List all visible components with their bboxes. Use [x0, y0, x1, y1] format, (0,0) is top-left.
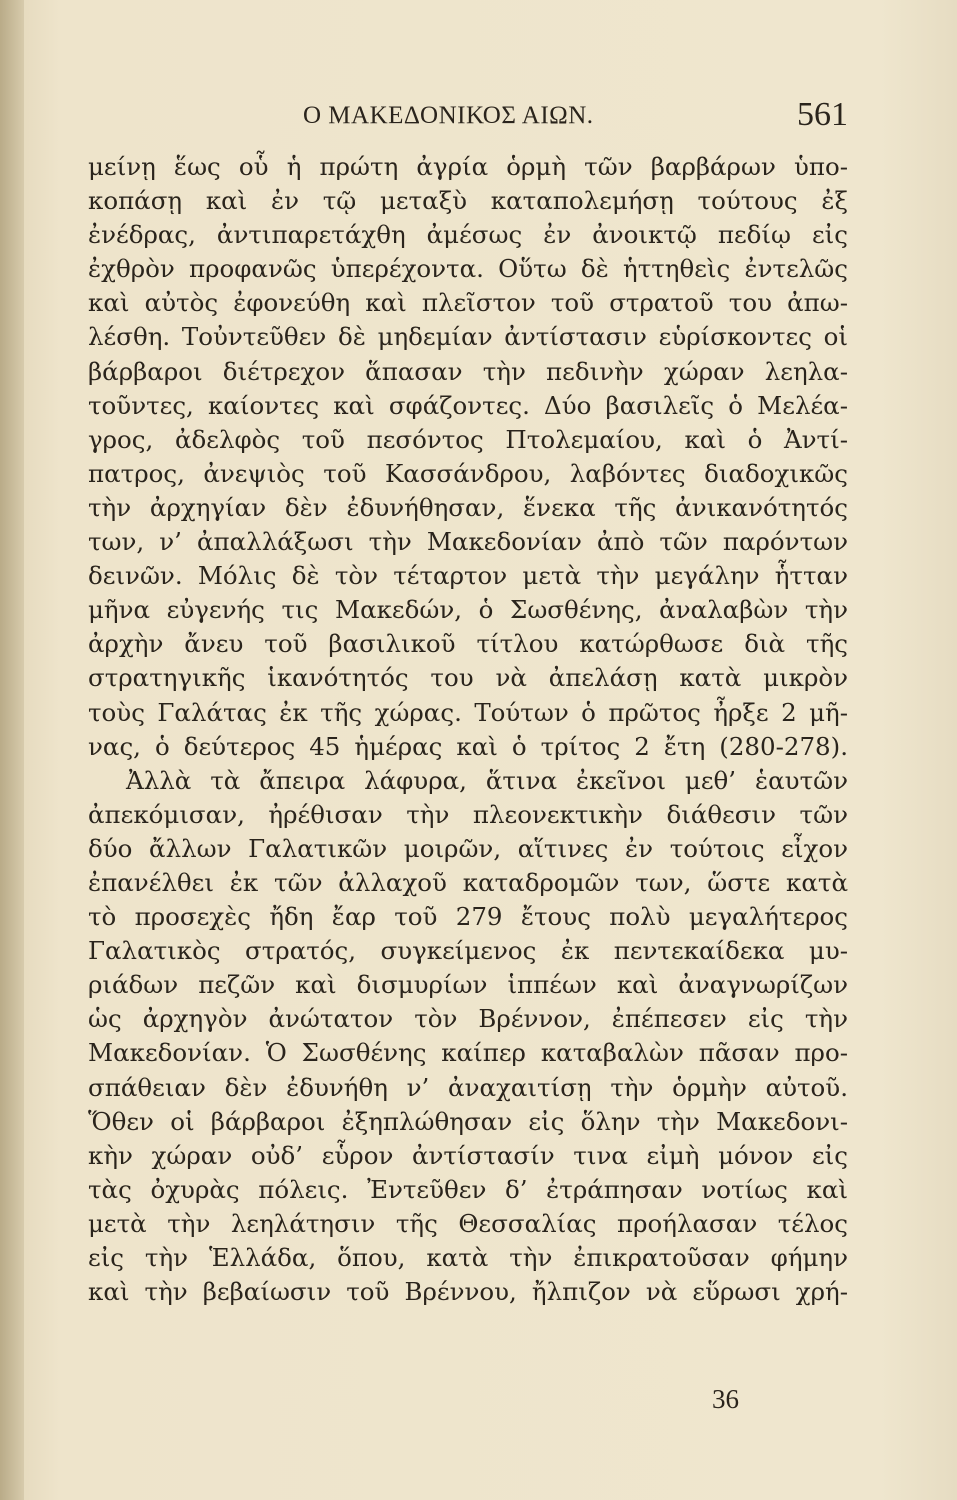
text-line: Γαλατικὸς στρατός, συγκείμενος ἐκ πεντεκαίδεκα μυ-: [88, 936, 848, 966]
text-line: Ὅθεν οἱ βάρβαροι ἐξηπλώθησαν εἰς ὅλην τὴν Μακεδονι-: [88, 1106, 848, 1136]
text-line: βάρβαροι διέτρεχον ἅπασαν τὴν πεδινὴν χώραν λεηλα-: [88, 356, 848, 386]
text-line: μῆνα εὐγενής τις Μακεδών, ὁ Σωσθένης, ἀναλαβὼν τὴν: [88, 595, 848, 625]
text-line: μετὰ τὴν λεηλάτησιν τῆς Θεσσαλίας προήλασαν τέλος: [88, 1208, 848, 1238]
text-line: πατρος, ἀνεψιὸς τοῦ Κασσάνδρου, λαβόντες διαδοχικῶς: [88, 458, 848, 488]
text-line: τοῦντες, καίοντες καὶ σφάζοντες. Δύο βασιλεῖς ὁ Μελέα-: [88, 390, 848, 420]
text-line: των, ν’ ἀπαλλάξωσι τὴν Μακεδονίαν ἀπὸ τῶν παρόντων: [88, 527, 848, 557]
text-line: ἐχθρὸν προφανῶς ὑπερέχοντα. Οὕτω δὲ ἡττηθεὶς ἐντελῶς: [88, 254, 848, 284]
text-line: δεινῶν. Μόλις δὲ τὸν τέταρτον μετὰ τὴν μεγάλην ἧτταν: [88, 561, 848, 591]
text-line: ἐνέδρας, ἀντιπαρετάχθη ἀμέσως ἐν ἀνοικτῷ πεδίῳ εἰς: [88, 220, 848, 250]
text-line: ἀπεκόμισαν, ἠρέθισαν τὴν πλεονεκτικὴν διάθεσιν τῶν: [88, 799, 848, 829]
text-line: ὡς ἀρχηγὸν ἀνώτατον τὸν Βρέννον, ἐπέπεσεν εἰς τὴν: [88, 1004, 848, 1034]
text-line: κοπάσῃ καὶ ἐν τῷ μεταξὺ καταπολεμήσῃ τούτους ἐξ: [88, 186, 848, 216]
text-line: καὶ αὐτὸς ἐφονεύθη καὶ πλεῖστον τοῦ στρατοῦ του ἀπω-: [88, 288, 848, 318]
text-line: γρος, ἀδελφὸς τοῦ πεσόντος Πτολεμαίου, καὶ ὁ Ἀντί-: [88, 424, 848, 454]
signature-mark: 36: [712, 1384, 739, 1414]
running-title: Ο ΜΑΚΕΔΟΝΙΚΟΣ ΑΙΩΝ.: [303, 102, 594, 129]
text-line: τὴν ἀρχηγίαν δὲν ἐδυνήθησαν, ἕνεκα τῆς ἀνικανότητός: [88, 492, 848, 522]
text-line: τὸ προσεχὲς ἤδη ἔαρ τοῦ 279 ἔτους πολὺ μεγαλήτερος: [88, 902, 848, 932]
text-line: τὰς ὀχυρὰς πόλεις. Ἐντεῦθεν δ’ ἐτράπησαν νοτίως καὶ: [88, 1174, 848, 1204]
text-line: τοὺς Γαλάτας ἐκ τῆς χώρας. Τούτων ὁ πρῶτος ἦρξε 2 μῆ-: [88, 697, 848, 727]
page-binding-edge: [0, 0, 24, 1500]
text-line: στρατηγικῆς ἱκανότητός του νὰ ἀπελάσῃ κατὰ μικρὸν: [88, 663, 848, 693]
text-line: Μακεδονίαν. Ὁ Σωσθένης καίπερ καταβαλὼν πᾶσαν προ-: [88, 1038, 848, 1068]
text-line: Ἀλλὰ τὰ ἄπειρα λάφυρα, ἅτινα ἐκεῖνοι μεθ’ ἑαυτῶν: [126, 765, 848, 795]
text-line: εἰς τὴν Ἑλλάδα, ὅπου, κατὰ τὴν ἐπικρατοῦσαν φήμην: [88, 1243, 848, 1272]
text-line: ἐπανέλθει ἐκ τῶν ἀλλαχοῦ καταδρομῶν των, ὥστε κατὰ: [88, 867, 848, 897]
text-line: σπάθειαν δὲν ἐδυνήθη ν’ ἀναχαιτίσῃ τὴν ὁρμὴν αὐτοῦ.: [88, 1072, 848, 1102]
text-line: λέσθη. Τοὐντεῦθεν δὲ μηδεμίαν ἀντίστασιν εὑρίσκοντες οἱ: [88, 322, 848, 352]
page-header: [88, 96, 848, 136]
text-line: δύο ἄλλων Γαλατικῶν μοιρῶν, αἵτινες ἐν τούτοις εἶχον: [88, 833, 848, 863]
body-text: [88, 150, 848, 1309]
text-line: μείνῃ ἕως οὗ ἡ πρώτη ἀγρία ὁρμὴ τῶν βαρβάρων ὑπο-: [88, 152, 848, 181]
text-line: κὴν χώραν οὐδ’ εὗρον ἀντίστασίν τινα εἰμὴ μόνον εἰς: [88, 1140, 848, 1170]
page-number: 561: [797, 96, 848, 133]
text-line: ἀρχὴν ἄνευ τοῦ βασιλικοῦ τίτλου κατώρθωσε διὰ τῆς: [88, 629, 848, 659]
text-line: ριάδων πεζῶν καὶ δισμυρίων ἱππέων καὶ ἀναγνωρίζων: [88, 970, 848, 1000]
text-line: καὶ τὴν βεβαίωσιν τοῦ Βρέννου, ἤλπιζον νὰ εὕρωσι χρή-: [88, 1277, 848, 1307]
text-line: νας, ὁ δεύτερος 45 ἡμέρας καὶ ὁ τρίτος 2 ἔτη (280-278).: [88, 731, 848, 761]
